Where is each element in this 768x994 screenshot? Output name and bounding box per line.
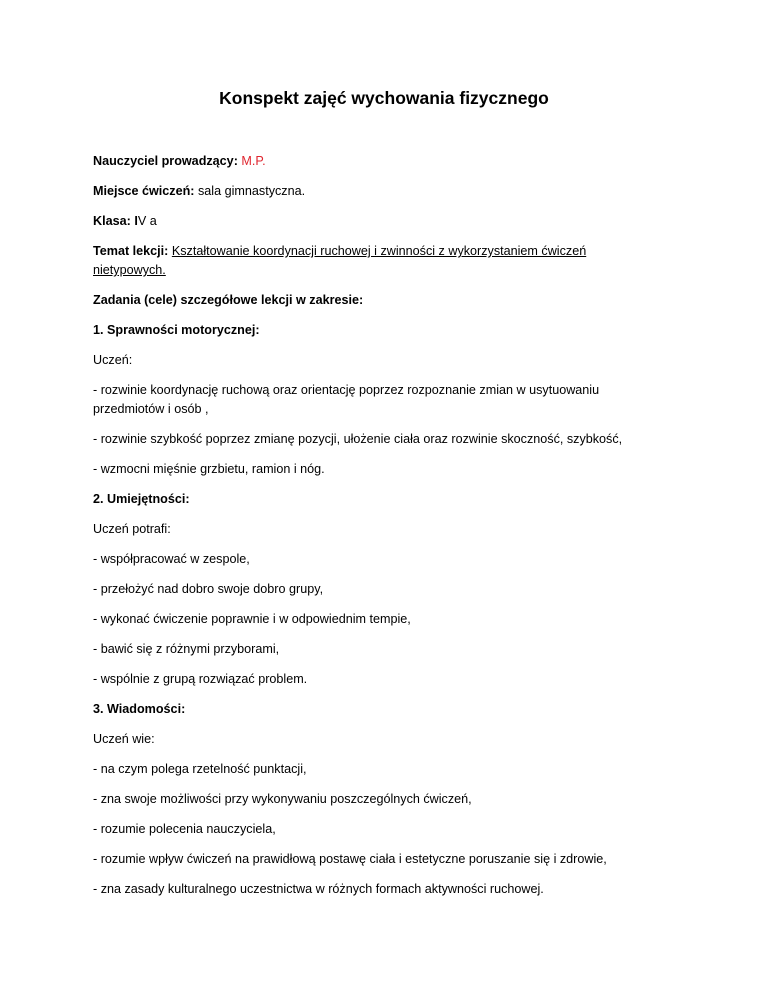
list-item: - zna swoje możliwości przy wykonywaniu poszczególnych ćwiczeń,: [93, 792, 472, 807]
list-item: - rozumie polecenia nauczyciela,: [93, 822, 276, 837]
class-line: [93, 212, 693, 231]
tasks-heading: Zadania (cele) szczegółowe lekcji w zakresie:: [93, 293, 364, 308]
topic-value: Kształtowanie koordynacji ruchowej i zwinności z wykorzystaniem ćwiczeń nietypowych.: [93, 244, 587, 278]
section3-heading: 3. Wiadomości:: [93, 702, 186, 717]
class-value-rest: V a: [137, 214, 157, 229]
section1-heading: 1. Sprawności motorycznej:: [93, 323, 260, 338]
list-item: - rozwinie koordynację ruchową oraz orientację poprzez rozpoznanie zmian w usytuowaniu przedmiotów i osób ,: [93, 383, 600, 417]
document-title: Konspekt zajęć wychowania fizycznego: [219, 88, 549, 108]
section2-intro: Uczeń potrafi:: [93, 522, 171, 537]
section2-heading: 2. Umiejętności:: [93, 492, 190, 507]
section1-intro: Uczeń:: [93, 353, 133, 368]
list-item: - zna zasady kulturalnego uczestnictwa w różnych formach aktywności ruchowej.: [93, 882, 544, 897]
topic-line: [93, 242, 633, 280]
list-item: - wspólnie z grupą rozwiązać problem.: [93, 672, 308, 687]
place-line: [93, 182, 693, 201]
list-item: - rozwinie szybkość poprzez zmianę pozycji, ułożenie ciała oraz rozwinie skoczność, szybkość,: [93, 432, 623, 447]
list-item: - współpracować w zespole,: [93, 552, 250, 567]
teacher-value: M.P.: [241, 154, 266, 168]
list-item: - bawić się z różnymi przyborami,: [93, 642, 280, 657]
teacher-label: Nauczyciel prowadzący:: [93, 154, 238, 168]
section3-intro: Uczeń wie:: [93, 732, 155, 747]
place-value: sala gimnastyczna.: [198, 184, 306, 199]
list-item: - wykonać ćwiczenie poprawnie i w odpowiednim tempie,: [93, 612, 411, 627]
list-item: - wzmocni mięśnie grzbietu, ramion i nóg.: [93, 462, 325, 477]
list-item: - rozumie wpływ ćwiczeń na prawidłową postawę ciała i estetyczne poruszanie się i zdrowie,: [93, 852, 607, 867]
teacher-line: [93, 152, 693, 171]
class-label: Klasa:: [93, 214, 131, 229]
topic-label: Temat lekcji:: [93, 244, 169, 259]
class-value-bold: I: [134, 214, 138, 229]
list-item: - na czym polega rzetelność punktacji,: [93, 762, 307, 777]
list-item: - przełożyć nad dobro swoje dobro grupy,: [93, 582, 324, 597]
place-label: Miejsce ćwiczeń:: [93, 184, 195, 199]
